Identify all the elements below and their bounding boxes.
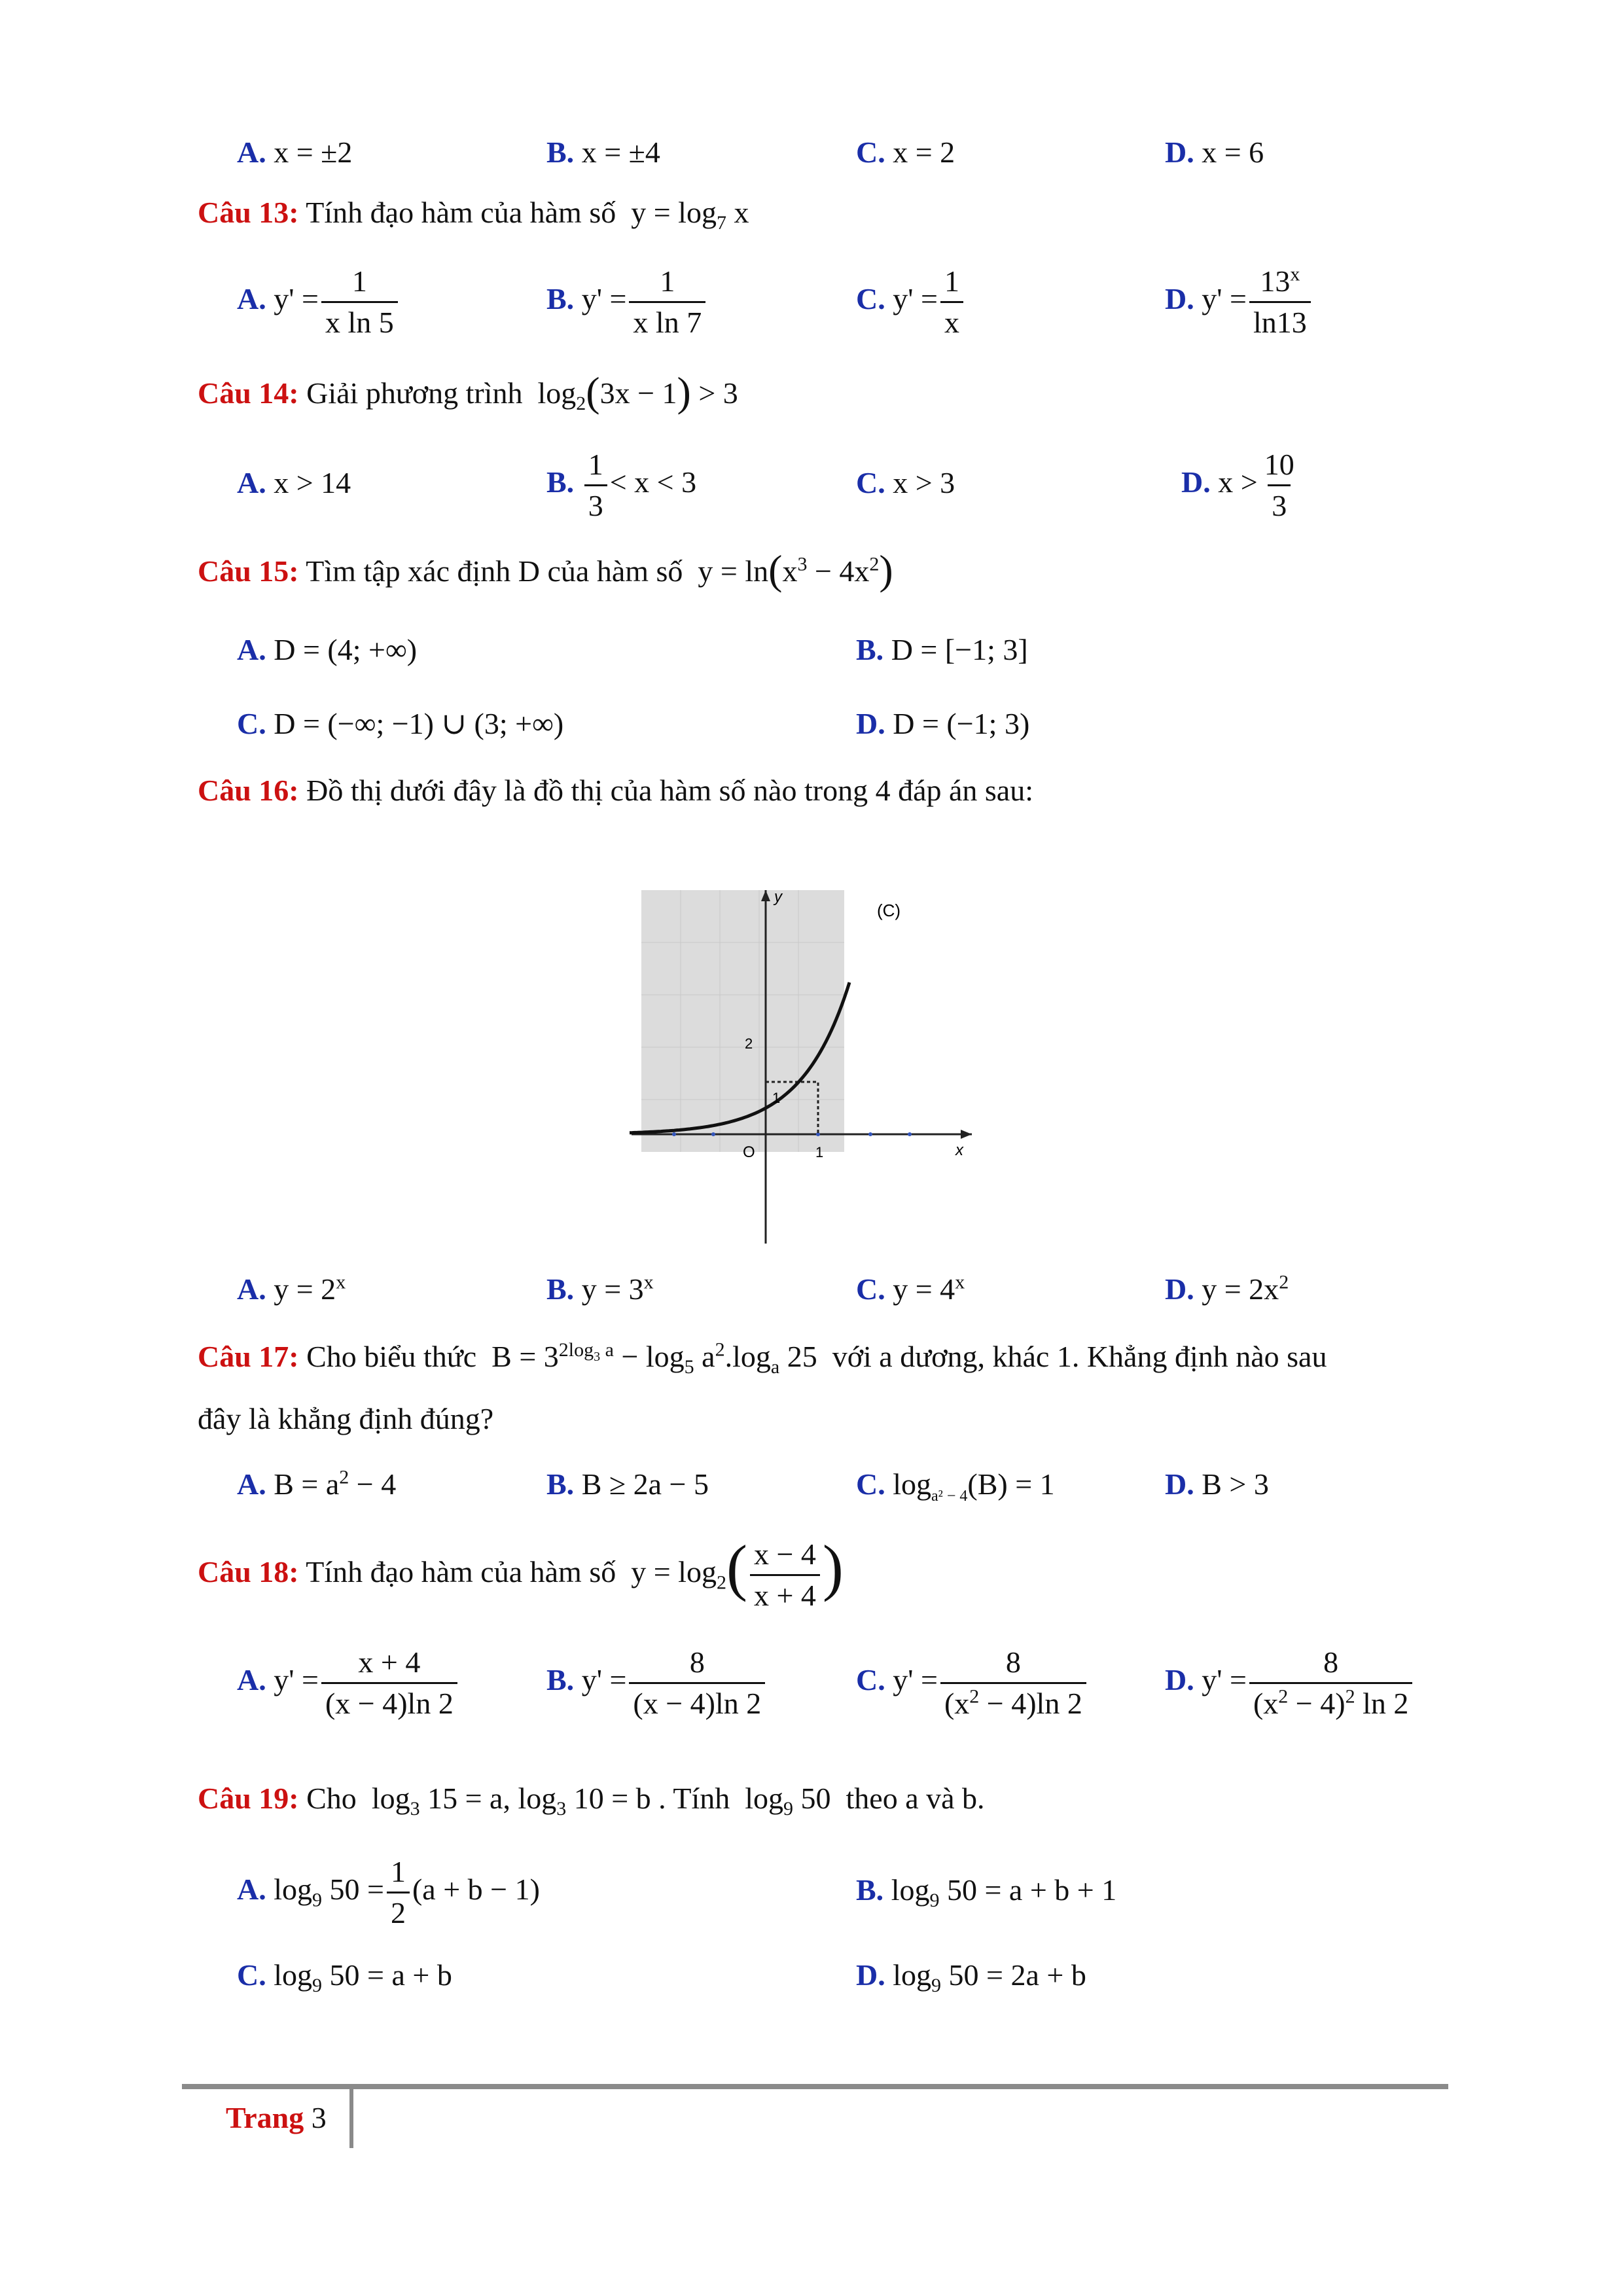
q18-option-c: C. y' = $\frac{8}{(x^2 - 4)\ln 2}$ <box>856 1643 1089 1723</box>
q17-option-a: A. $B = a^2 - 4$ <box>237 1466 397 1501</box>
q14-option-d: D. x > $\frac{10}{3}$ <box>1181 445 1301 526</box>
q14-option-c: C. x > 3 <box>856 466 955 499</box>
q15-option-d: D. D = (−1; 3) <box>856 707 1030 740</box>
q13-option-a: A. y' = $\frac{1}{\text{x ln 5}}$ <box>237 262 401 342</box>
q19-option-d: D. $\log_9 50 = 2a + b$ <box>856 1958 1086 1997</box>
page-number: Trang 3 <box>226 2101 327 2134</box>
graph-shaded-region <box>641 890 844 1152</box>
q16-option-c: C. $y = 4^x$ <box>856 1271 965 1306</box>
q18-option-d: D. y' = $\frac{8}{(x^2 - 4)^2 \ln 2}$ <box>1165 1643 1415 1723</box>
q12-option-d: D. x = 6 <box>1165 135 1264 169</box>
q16-stem: Câu 16: Đồ thị dưới đây là đồ thị của hàm số nào trong 4 đáp án sau: <box>198 774 1033 807</box>
q12-option-a: A. x = ±2 <box>237 135 353 169</box>
q15-option-c: C. D = (−∞; −1) ∪ (3; +∞) <box>237 707 564 740</box>
q15-option-b: B. D = [−1; 3] <box>856 633 1028 666</box>
q13-option-b: B. y' = $\frac{1}{\text{x ln 7}}$ <box>546 262 708 342</box>
y-axis-label: y <box>774 888 782 906</box>
q17-option-d: D. B > 3 <box>1165 1467 1269 1501</box>
q13-option-d: D. y' = $\frac{13^x}{\ln 13}$ <box>1165 262 1313 342</box>
x-tick-1: 1 <box>815 1144 824 1160</box>
q15-option-a: A. D = (4; +∞) <box>237 633 418 666</box>
q14-option-a: A. x > 14 <box>237 466 351 499</box>
q13-option-c: C. y' = $\frac{1}{x}$ <box>856 262 966 342</box>
y-tick-1: 1 <box>772 1090 781 1106</box>
q18-stem: Câu 18: Tính đạo hàm của hàm số $y = \log_2$( $\frac{x - 4}{x + 4}$ ) <box>198 1535 844 1615</box>
exponential-graph <box>615 877 982 1250</box>
q16-option-a: A. $y = 2^x$ <box>237 1271 346 1306</box>
q19-option-a: A. $\log_9 50$ = $\frac{1}{2}$ (a + b − 1) <box>237 1852 540 1933</box>
q19-option-c: C. $\log_9 50 = a + b$ <box>237 1958 452 1997</box>
q17-option-b: B. B ≥ 2a − 5 <box>546 1467 709 1501</box>
footer-divider <box>349 2088 353 2148</box>
q12-option-c: C. x = 2 <box>856 135 955 169</box>
footer-rule <box>182 2084 1448 2089</box>
x-axis-label: x <box>955 1141 963 1159</box>
q14-stem: Câu 14: Giải phương trình $\log_2(3x - 1) > 3$ <box>198 368 738 415</box>
q17-stem: Câu 17: Cho biểu thức $B = 3^{2log_3 a} - \log_5 a^2.\log_a$ 25 với a dương, khác 1. Khẳng định nào sau <box>198 1338 1327 1378</box>
origin-label: O <box>743 1143 755 1161</box>
y-tick-2: 2 <box>745 1035 753 1052</box>
q13-stem: Câu 13: Tính đạo hàm của hàm số $y = \log_7 x$ <box>198 196 749 234</box>
q18-option-a: A. y' = $\frac{x + 4}{(x - 4)\ln 2}$ <box>237 1643 460 1723</box>
q17-stem-line2: đây là khẳng định đúng? <box>198 1402 494 1435</box>
q18-option-b: B. y' = $\frac{8}{(x - 4)\ln 2}$ <box>546 1643 768 1723</box>
q16-option-b: B. $y = 3^x$ <box>546 1271 654 1306</box>
q16-option-d: D. $y = 2x^2$ <box>1165 1271 1289 1306</box>
q17-option-c: C. $\log_{a^2 - 4}(B) = 1$ <box>856 1467 1055 1505</box>
q19-stem: Câu 19: Cho $\log_3 15 = a$, $\log_3 10 = b$ . Tính $\log_9 50$ theo a và b. <box>198 1782 985 1820</box>
curve-label: (C) <box>877 901 901 920</box>
x-axis-arrow <box>961 1130 972 1139</box>
q19-option-b: B. $\log_9 50 = a + b + 1$ <box>856 1873 1117 1912</box>
q14-option-b: B. $\frac{1}{3}$ < x < 3 <box>546 445 696 526</box>
q15-stem: Câu 15: Tìm tập xác định D của hàm số $y = \ln(x^3 - 4x^2)$ <box>198 547 893 593</box>
q12-option-b: B. x = ±4 <box>546 135 660 169</box>
